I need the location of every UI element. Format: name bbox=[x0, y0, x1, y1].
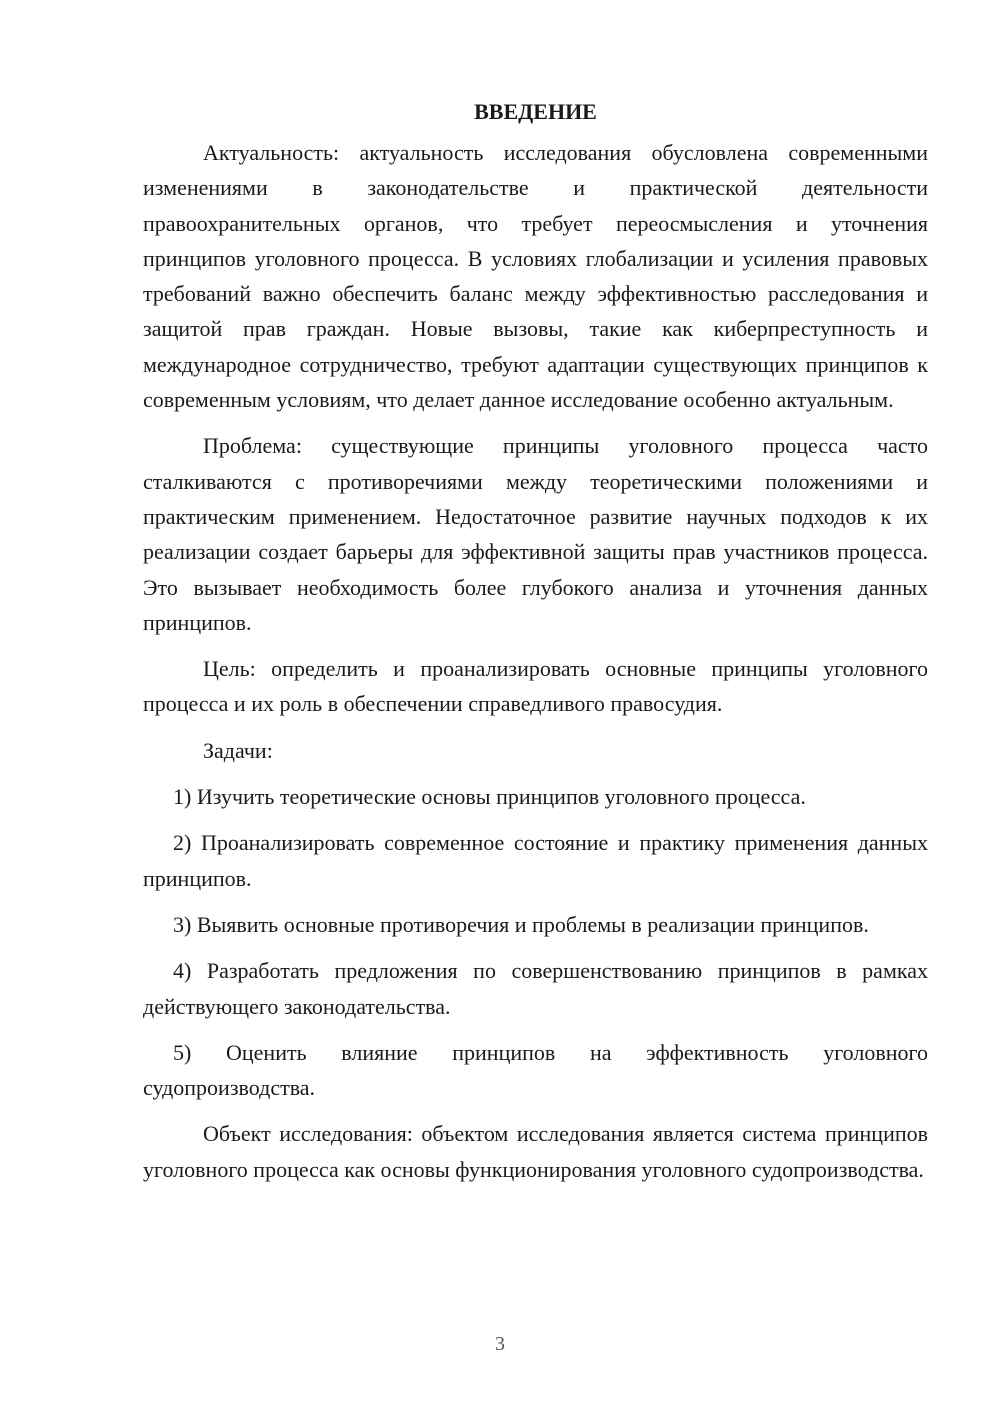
relevance-paragraph: Актуальность: актуальность исследования обусловлена современными изменениями в законодательстве и практической деятельности правоохранительных органов, что требует переосмысления и уточнения принципов уголовного процесса. В условиях глобализации и усиления правовых требований важно обеспечить баланс между эффективностью расследования и защитой прав граждан. Новые вызовы, такие как киберпреступность и международное сотрудничество, требуют адаптации существующих принципов к современным условиям, что делает данное исследование особенно актуальным. bbox=[143, 140, 928, 413]
section-title: ВВЕДЕНИЕ bbox=[474, 99, 597, 124]
goal-paragraph: Цель: определить и проанализировать основные принципы уголовного процесса и их роль в обеспечении справедливого правосудия. bbox=[143, 656, 928, 717]
task-item: 4) Разработать предложения по совершенствованию принципов в рамках действующего законодательства. bbox=[143, 958, 928, 1019]
task-item: 2) Проанализировать современное состояние и практику применения данных принципов. bbox=[143, 830, 928, 891]
document-page bbox=[143, 94, 928, 1187]
task-item: 1) Изучить теоретические основы принципов уголовного процесса. bbox=[173, 784, 806, 810]
task-item: 5) Оценить влияние принципов на эффективность уголовного судопроизводства. bbox=[143, 1039, 928, 1101]
research-object-paragraph: Объект исследования: объектом исследования является система принципов уголовного процесса как основы функционирования уголовного судопроизводства. bbox=[143, 1121, 928, 1182]
page-number: 3 bbox=[495, 1333, 505, 1355]
problem-paragraph: Проблема: существующие принципы уголовного процесса часто сталкиваются с противоречиями между теоретическими положениями и практическим применением. Недостаточное развитие научных подходов к их реализации создает барьеры для эффективной защиты прав участников процесса. Это вызывает необходимость более глубокого анализа и уточнения данных принципов. bbox=[143, 433, 928, 635]
task-item: 3) Выявить основные противоречия и проблемы в реализации принципов. bbox=[173, 911, 869, 937]
tasks-heading: Задачи: bbox=[203, 737, 273, 763]
